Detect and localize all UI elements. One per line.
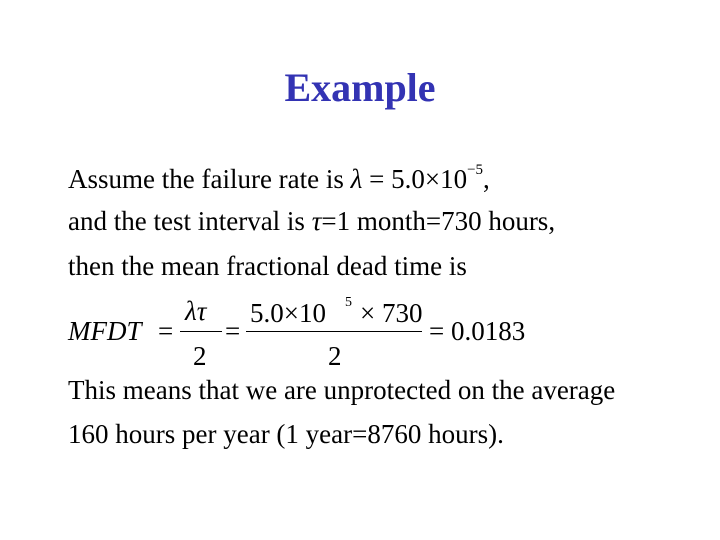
formula-equals-1: = (158, 316, 174, 346)
failure-rate-line (68, 162, 490, 194)
lambda-symbol: λ (350, 164, 363, 194)
fraction2-bar (246, 331, 422, 332)
mfdt-lhs: MFDT (68, 316, 142, 346)
failure-rate-text: Assume the failure rate is (68, 164, 351, 194)
fraction2-numerator-exponent: 5 (345, 295, 352, 310)
formula-equals-2: = (225, 316, 241, 346)
failure-rate-exponent: −5 (467, 162, 484, 178)
hours-per-year-line: 160 hours per year (1 year=8760 hours). (68, 419, 504, 449)
test-interval-line (68, 208, 555, 235)
fraction2-denominator: 2 (328, 341, 342, 371)
formula-result: = 0.0183 (429, 316, 526, 346)
slide-title: Example (284, 65, 436, 110)
fraction1-numerator: λτ (185, 296, 207, 326)
failure-rate-value: = 5.0×10 (362, 164, 468, 194)
fraction2-numerator-tail: × 730 (360, 298, 423, 328)
test-interval-value: =1 month=730 hours, (321, 206, 556, 236)
fraction2-numerator-base: 5.0×10 (250, 298, 326, 328)
tau-symbol: τ (311, 206, 322, 236)
fraction1-bar (180, 331, 222, 332)
unprotected-line: This means that we are unprotected on the average (68, 375, 616, 405)
fraction1-denominator: 2 (193, 341, 207, 371)
dead-time-intro-line: then the mean fractional dead time is (68, 251, 467, 281)
failure-rate-tail: , (483, 164, 490, 194)
test-interval-text: and the test interval is (68, 206, 312, 236)
